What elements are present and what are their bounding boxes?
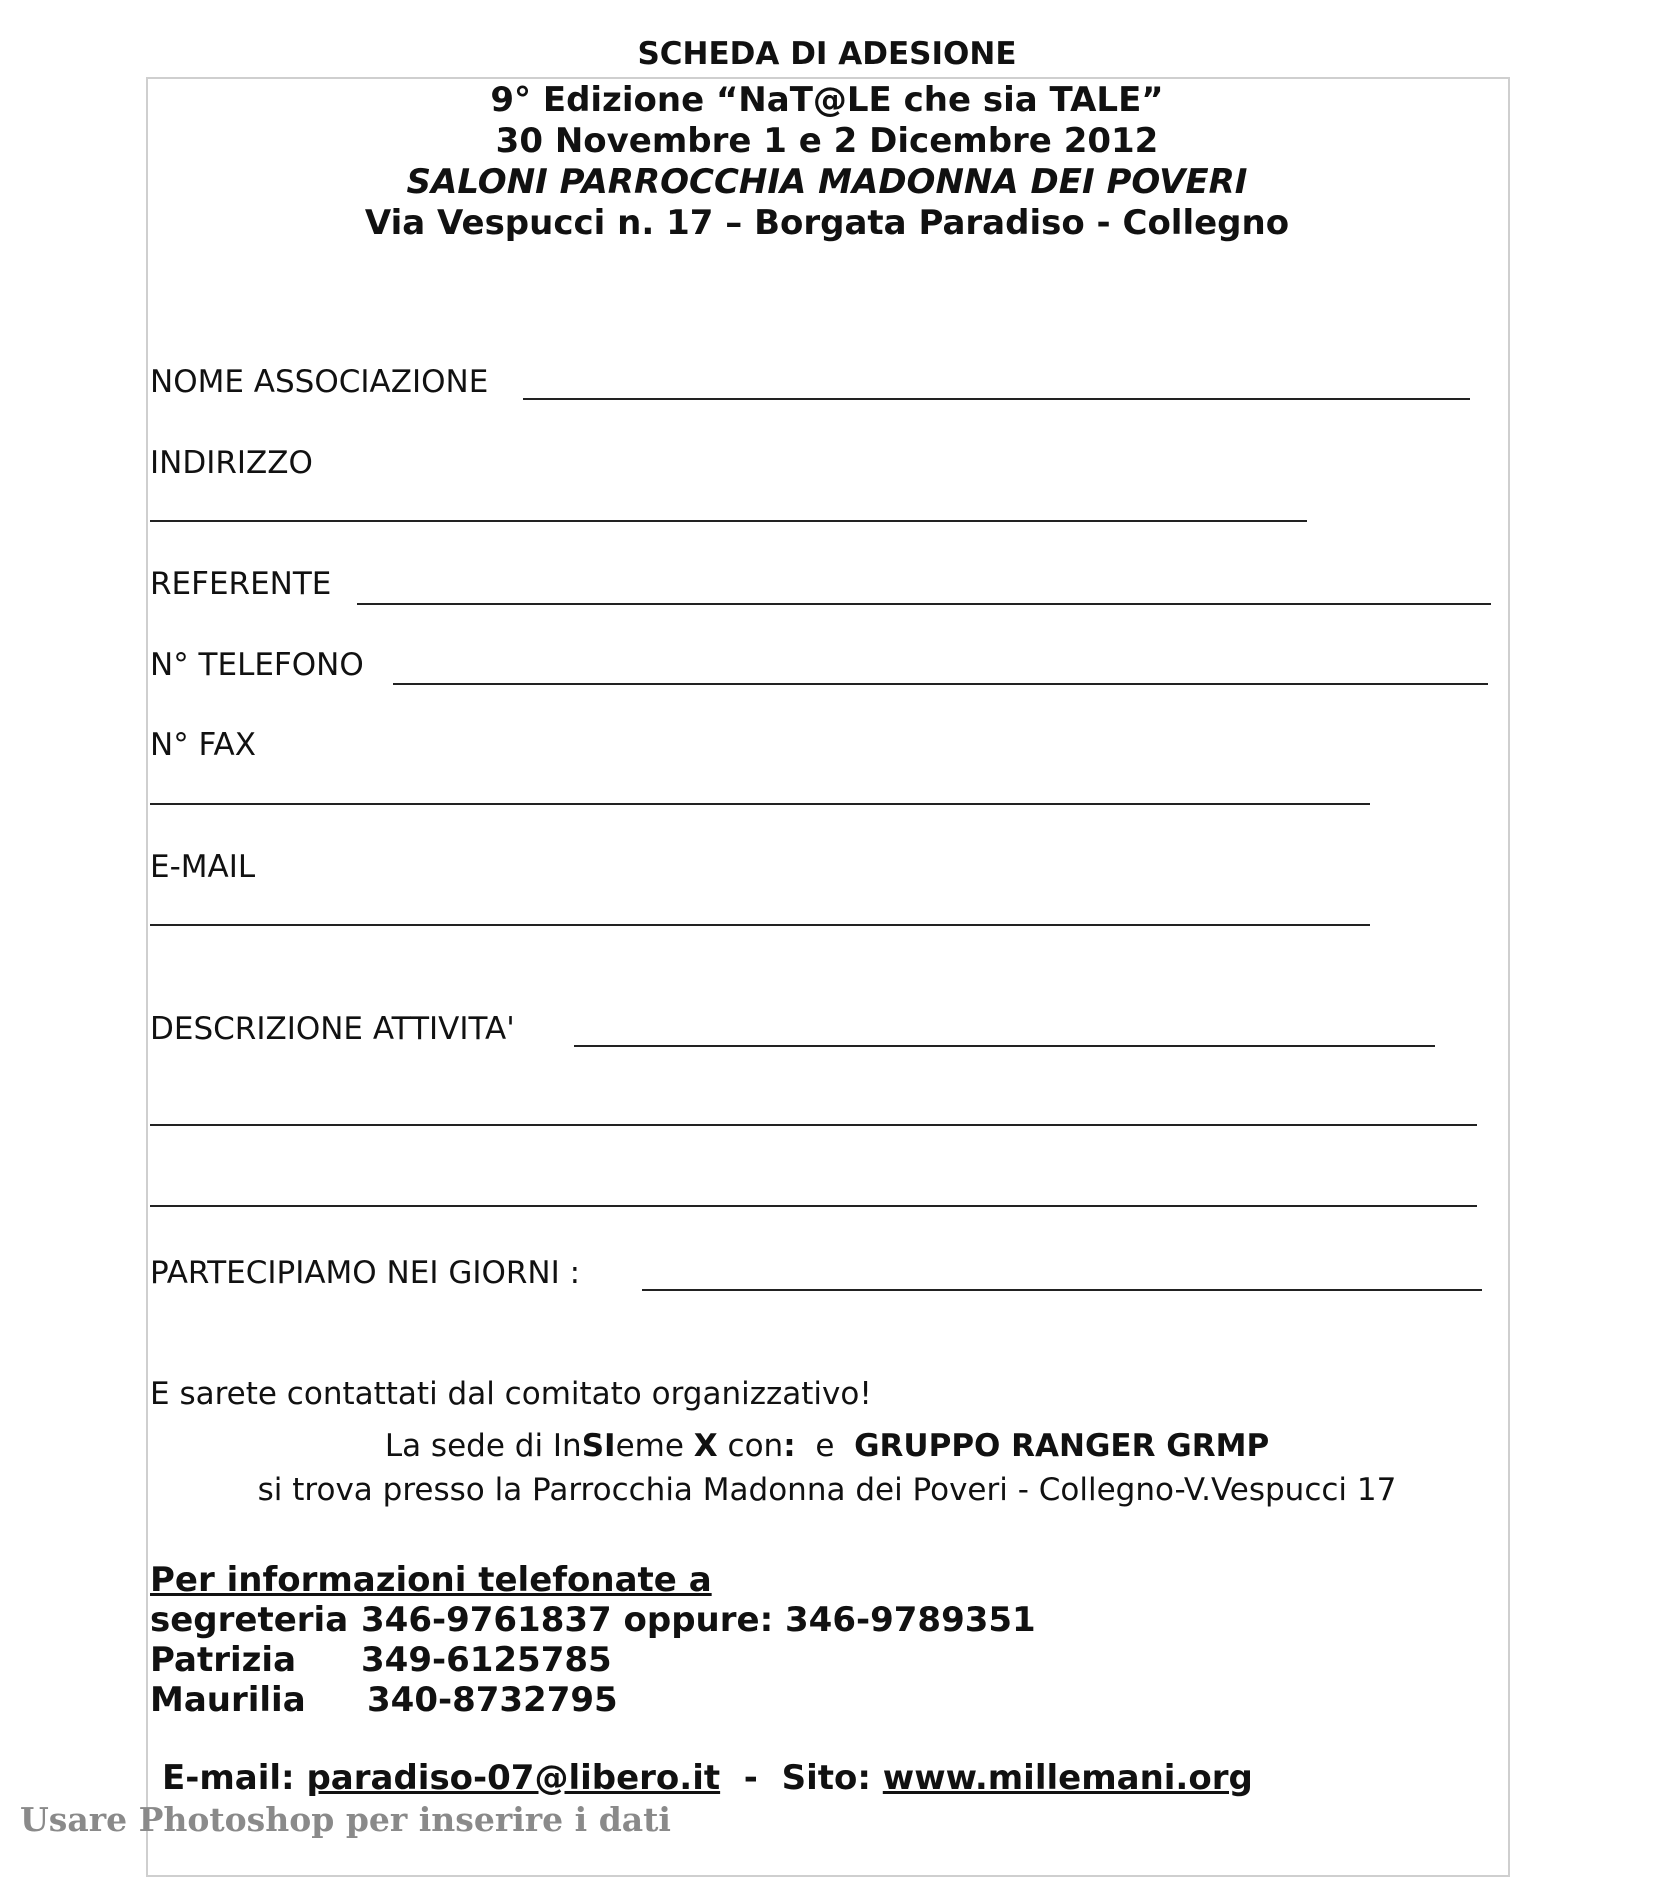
label-indirizzo: INDIRIZZO: [150, 445, 313, 481]
sede-location: si trova presso la Parrocchia Madonna dei Poveri - Collegno-V.Vespucci 17: [257, 1472, 1397, 1508]
dates-line: 30 Novembre 1 e 2 Dicembre 2012: [495, 121, 1159, 161]
email-link[interactable]: paradiso-07@libero.it: [306, 1758, 721, 1798]
contact-name: Maurilia: [150, 1680, 306, 1720]
contact-name: Patrizia: [150, 1640, 297, 1680]
sede-text: La sede di In: [384, 1428, 582, 1464]
contact-row-maurilia: [150, 1680, 306, 1720]
venue-line: SALONI PARROCCHIA MADONNA DEI POVERI: [406, 162, 1248, 202]
sede-si: SI: [581, 1428, 616, 1464]
site-label: - Sito:: [720, 1758, 883, 1798]
field-descrizione[interactable]: [574, 1045, 1435, 1047]
label-telefono: N° TELEFONO: [150, 647, 364, 683]
sede-con: con: [717, 1428, 784, 1464]
watermark-text: Usare Photoshop per inserire i dati: [20, 1800, 671, 1839]
field-descrizione-line-2[interactable]: [150, 1124, 1477, 1126]
email-label: E-mail:: [162, 1758, 307, 1798]
contact-phone-segreteria: 346-9761837 oppure: 346-9789351: [361, 1600, 1036, 1640]
sede-and: e: [795, 1428, 855, 1464]
label-referente: REFERENTE: [150, 566, 332, 602]
contact-row-patrizia: [150, 1640, 296, 1680]
label-descrizione: DESCRIZIONE ATTIVITA': [150, 1011, 515, 1047]
contact-row-segreteria: [150, 1600, 348, 1640]
contact-phone-patrizia: 349-6125785: [361, 1640, 612, 1680]
contact-phone-maurilia: 340-8732795: [367, 1680, 618, 1720]
label-fax: N° FAX: [150, 727, 256, 763]
info-heading: Per informazioni telefonate a: [150, 1560, 712, 1600]
field-telefono[interactable]: [393, 683, 1488, 685]
label-giorni: PARTECIPIAMO NEI GIORNI :: [150, 1255, 581, 1291]
site-link[interactable]: www.millemani.org: [882, 1758, 1253, 1798]
sede-text-2: eme: [615, 1428, 694, 1464]
field-indirizzo[interactable]: [150, 520, 1307, 522]
sede-x: X: [693, 1428, 718, 1464]
field-nome-associazione[interactable]: [523, 398, 1470, 400]
contact-name: segreteria: [150, 1600, 349, 1640]
form-title: SCHEDA DI ADESIONE: [637, 36, 1017, 72]
field-fax[interactable]: [150, 803, 1370, 805]
field-referente[interactable]: [357, 603, 1491, 605]
sede-line: [0, 1428, 1654, 1464]
footer-contacts: [162, 1758, 1253, 1798]
sede-gruppo: GRUPPO RANGER GRMP: [854, 1428, 1270, 1464]
address-line: Via Vespucci n. 17 – Borgata Paradiso - Collegno: [364, 203, 1290, 243]
label-email: E-MAIL: [150, 849, 256, 885]
sede-colon: :: [783, 1428, 796, 1464]
field-email[interactable]: [150, 924, 1370, 926]
field-descrizione-line-3[interactable]: [150, 1205, 1477, 1207]
field-giorni[interactable]: [642, 1289, 1482, 1291]
edition-line: 9° Edizione “NaT@LE che sia TALE”: [490, 80, 1164, 120]
label-nome-associazione: NOME ASSOCIAZIONE: [150, 364, 489, 400]
contact-note: E sarete contattati dal comitato organizzativo!: [150, 1376, 872, 1412]
